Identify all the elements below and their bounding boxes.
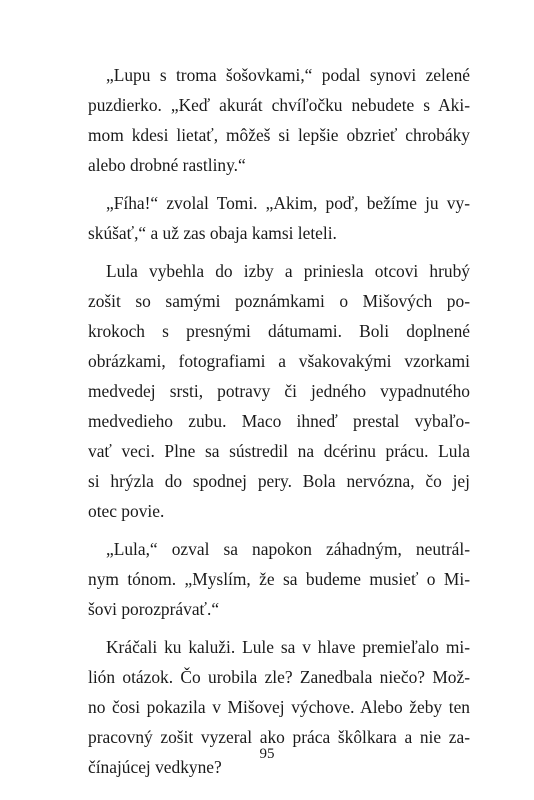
text-line: krokoch s presnými dátumami. Boli doplnené xyxy=(88,321,470,341)
text-line: mom kdesi lietať, môžeš si lepšie obzrieť chrobáky xyxy=(88,125,470,145)
paragraph-2 xyxy=(70,188,470,248)
text-line: „Lula,“ ozval sa napokon záhadným, neutrál- xyxy=(106,539,470,559)
text-line: no čosi pokazila v Mišovej výchove. Alebo žeby ten xyxy=(88,697,470,717)
page-number: 95 xyxy=(259,746,275,762)
paragraph-3 xyxy=(70,256,470,526)
text-line: skúšať,“ a už zas obaja kamsi leteli. xyxy=(88,223,337,243)
text-line: puzdierko. „Keď akurát chvíľočku nebudete s Aki- xyxy=(88,95,470,115)
text-line: šovi porozprávať.“ xyxy=(88,599,220,619)
text-line: medvedej srsti, potravy či jedného vypadnutého xyxy=(88,381,470,401)
text-line: „Fíha!“ zvolal Tomi. „Akim, poď, bežíme ju vy- xyxy=(106,193,470,213)
text-line: „Lupu s troma šošovkami,“ podal synovi zelené xyxy=(106,65,470,85)
text-line: obrázkami, fotografiami a všakovakými vzorkami xyxy=(88,351,470,371)
text-line: medvedieho zubu. Maco ihneď prestal vybaľo- xyxy=(88,411,470,431)
text-line: Kráčali ku kaluži. Lule sa v hlave premieľalo mi- xyxy=(106,637,470,657)
text-line: zošit so samými poznámkami o Mišových po- xyxy=(88,291,470,311)
text-line: vať veci. Plne sa sústredil na dcérinu prácu. Lula xyxy=(88,441,470,461)
text-line: Lula vybehla do izby a priniesla otcovi hrubý xyxy=(106,261,470,281)
text-line: si hrýzla do spodnej pery. Bola nervózna, čo jej xyxy=(88,471,470,491)
text-line: otec povie. xyxy=(88,501,165,521)
text-line: čínajúcej vedkyne? xyxy=(88,757,222,777)
paragraph-4 xyxy=(70,534,470,624)
text-line: alebo drobné rastliny.“ xyxy=(88,155,246,175)
text-line: nym tónom. „Myslím, že sa budeme musieť o Mi- xyxy=(88,569,470,589)
paragraph-1 xyxy=(70,60,470,180)
body-text xyxy=(70,60,470,790)
text-line: pracovný zošit vyzeral ako práca škôlkara a nie za- xyxy=(88,727,470,747)
text-line: lión otázok. Čo urobila zle? Zanedbala niečo? Mož- xyxy=(88,667,470,687)
